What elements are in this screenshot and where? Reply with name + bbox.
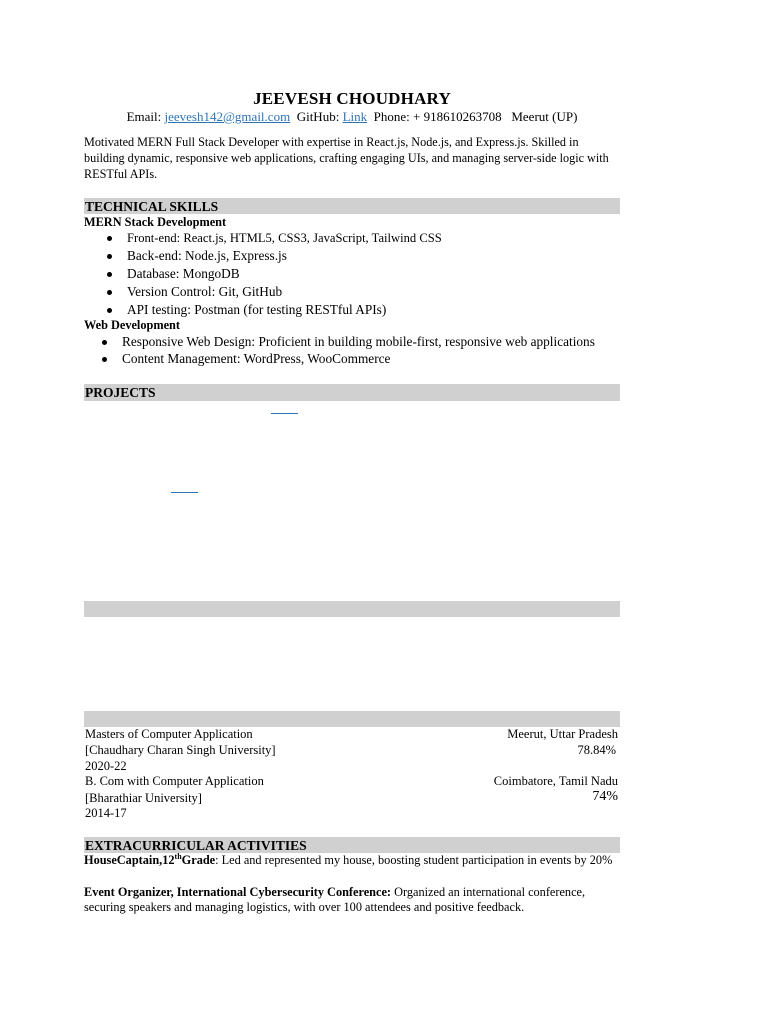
education-institution: [Bharathiar University]	[85, 791, 202, 805]
education-years: 2014-17	[85, 806, 127, 820]
candidate-name: JEEVESH CHOUDHARY	[253, 89, 451, 108]
activity-title-grade: Grade	[181, 853, 216, 867]
github-link[interactable]: Link	[342, 109, 368, 124]
skill-group-title-web: Web Development	[84, 318, 180, 332]
bullet-icon	[102, 340, 107, 345]
skill-item-text: Content Management: WordPress, WooCommerce	[122, 351, 391, 366]
activity-description: Organized an international conference, securing speakers and managing logistics, with over 100 attendees and positive feedback.	[84, 885, 586, 914]
project-link-underline[interactable]	[171, 492, 198, 493]
education-score: 74%	[592, 789, 618, 804]
education-location: Meerut, Uttar Pradesh	[507, 727, 618, 741]
skill-item	[0, 351, 768, 369]
section-projects: PROJECTS	[84, 384, 620, 401]
education-degree: B. Com with Computer Application	[85, 774, 264, 788]
activity-event-organizer	[84, 885, 620, 915]
profile-summary: Motivated MERN Full Stack Developer with expertise in React.js, Node.js, and Express.js. Skilled in building dynamic, responsive web applications, crafting engaging UIs, and managing server-side logic with RESTful APIs.	[84, 135, 609, 181]
ordinal-suffix: th	[174, 851, 182, 861]
phone-label: Phone:	[373, 109, 410, 124]
skill-group-title-mern: MERN Stack Development	[84, 215, 227, 229]
skill-item-text: Version Control: Git, GitHub	[127, 284, 283, 299]
education-score: 78.84%	[577, 743, 616, 757]
education-degree: Masters of Computer Application	[85, 727, 253, 741]
contact-line	[84, 109, 620, 125]
activity-title: Event Organizer, International Cybersecurity Conference:	[84, 885, 392, 899]
skill-item-text: Responsive Web Design: Proficient in building mobile-first, responsive web applications	[122, 334, 595, 349]
education-institution: [Chaudhary Charan Singh University]	[85, 743, 276, 757]
section-technical-skills: TECHNICAL SKILLS	[84, 198, 620, 214]
project-link-underline[interactable]	[271, 413, 298, 414]
section-bar-education	[84, 711, 620, 727]
email-label: Email:	[126, 109, 162, 124]
activity-house-captain	[84, 853, 620, 868]
skill-item-text: API testing: Postman (for testing RESTful APIs)	[127, 302, 387, 317]
phone-number: + 918610263708	[413, 109, 502, 124]
skill-item-text: Front-end: React.js, HTML5, CSS3, JavaScript, Tailwind CSS	[127, 231, 442, 245]
skill-item	[0, 248, 768, 266]
bullet-icon	[107, 290, 112, 295]
bullet-icon	[107, 236, 112, 241]
github-label: GitHub:	[296, 109, 340, 124]
bullet-icon	[102, 357, 107, 362]
skill-item	[0, 284, 768, 302]
education-location: Coimbatore, Tamil Nadu	[493, 774, 618, 788]
skill-item	[0, 266, 768, 284]
education-years: 2020-22	[85, 759, 127, 773]
skill-item-text: Database: MongoDB	[127, 266, 240, 281]
section-bar	[84, 601, 620, 617]
activity-description: : Led and represented my house, boosting student participation in events by 20%	[215, 853, 613, 867]
skill-item	[0, 231, 768, 248]
section-extracurricular: EXTRACURRICULAR ACTIVITIES	[84, 837, 620, 853]
email-link[interactable]: jeevesh142@gmail.com	[164, 109, 291, 124]
skill-item	[0, 334, 768, 352]
bullet-icon	[107, 254, 112, 259]
bullet-icon	[107, 272, 112, 277]
skill-item-text: Back-end: Node.js, Express.js	[127, 248, 287, 263]
location: Meerut (UP)	[511, 109, 578, 124]
activity-title: HouseCaptain,12	[84, 853, 175, 867]
bullet-icon	[107, 308, 112, 313]
